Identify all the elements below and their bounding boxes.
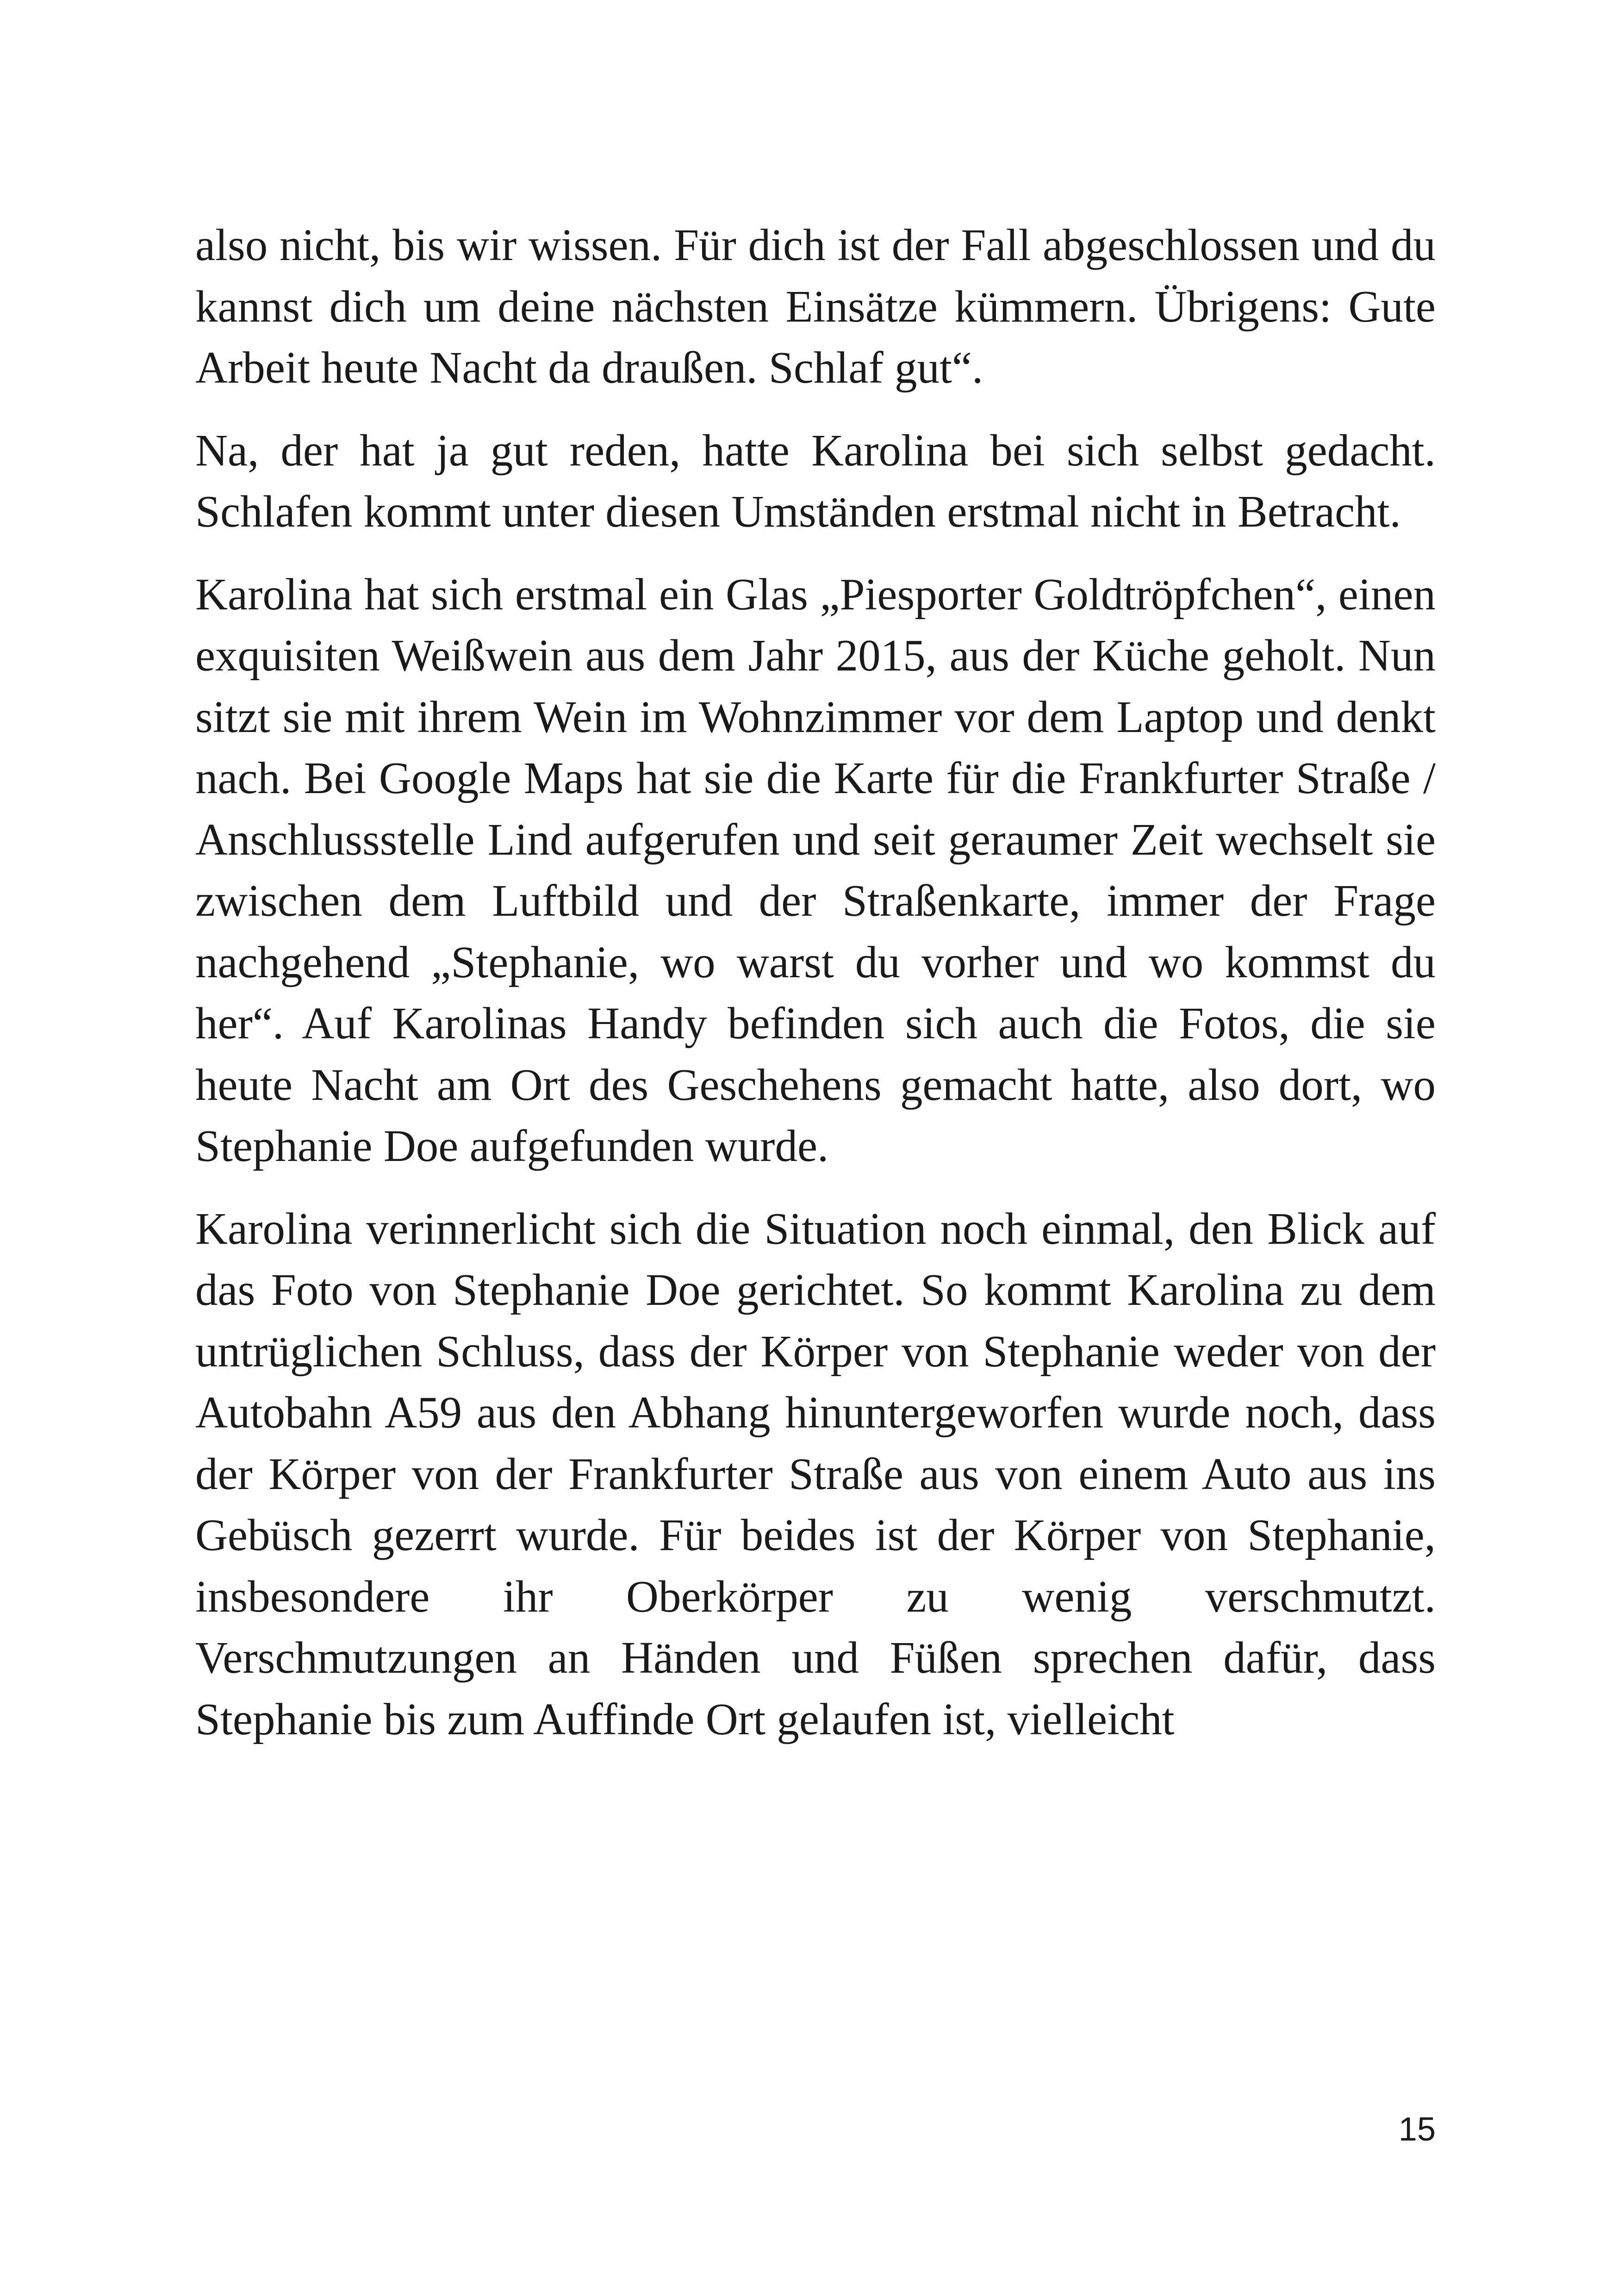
paragraph-4: Karolina verinnerlicht sich die Situation noch einmal, den Blick auf das Foto von Stephanie Doe gerichtet. So kommt Karolina zu dem untrüglichen Schluss, dass der Körper von Stephanie weder von der Autobahn A59 aus den Abhang hinuntergeworfen wurde noch, dass der Körper von der Frankfurter Straße aus von einem Auto aus ins Gebüsch gezerrt wurde. Für beides ist der Körper von Stephanie, insbesondere ihr Oberkörper zu wenig verschmutzt. Verschmutzungen an Händen und Füßen sprechen dafür, dass Stephanie bis zum Auffinde Ort gelaufen ist, vielleicht — [195, 1204, 1436, 1744]
paragraph-3: Karolina hat sich erstmal ein Glas „Piesporter Goldtröpfchen“, einen exquisiten Weißwein aus dem Jahr 2015, aus der Küche geholt. Nun sitzt sie mit ihrem Wein im Wohnzimmer vor dem Laptop und denkt nach. Bei Google Maps hat sie die Karte für die Frankfurter Straße / Anschlussstelle Lind aufgerufen und seit geraumer Zeit wechselt sie zwischen dem Luftbild und der Straßenkarte, immer der Frage nachgehend „Stephanie, wo warst du vorher und wo kommst du her“. Auf Karolinas Handy befinden sich auch die Fotos, die sie heute Nacht am Ort des Geschehens gemacht hatte, also dort, wo Stephanie Doe aufgefunden wurde. — [195, 569, 1436, 1171]
body-text — [195, 215, 1436, 1771]
page-number: 15 — [1398, 2111, 1436, 2148]
paragraph-2: Na, der hat ja gut reden, hatte Karolina bei sich selbst gedacht. Schlafen kommt unter diesen Umständen erstmal nicht in Betracht. — [195, 425, 1436, 536]
paragraph-1: also nicht, bis wir wissen. Für dich ist der Fall abgeschlossen und du kannst dich um deine nächsten Einsätze kümmern. Übrigens: Gute Arbeit heute Nacht da draußen. Schlaf gut“. — [195, 220, 1436, 392]
